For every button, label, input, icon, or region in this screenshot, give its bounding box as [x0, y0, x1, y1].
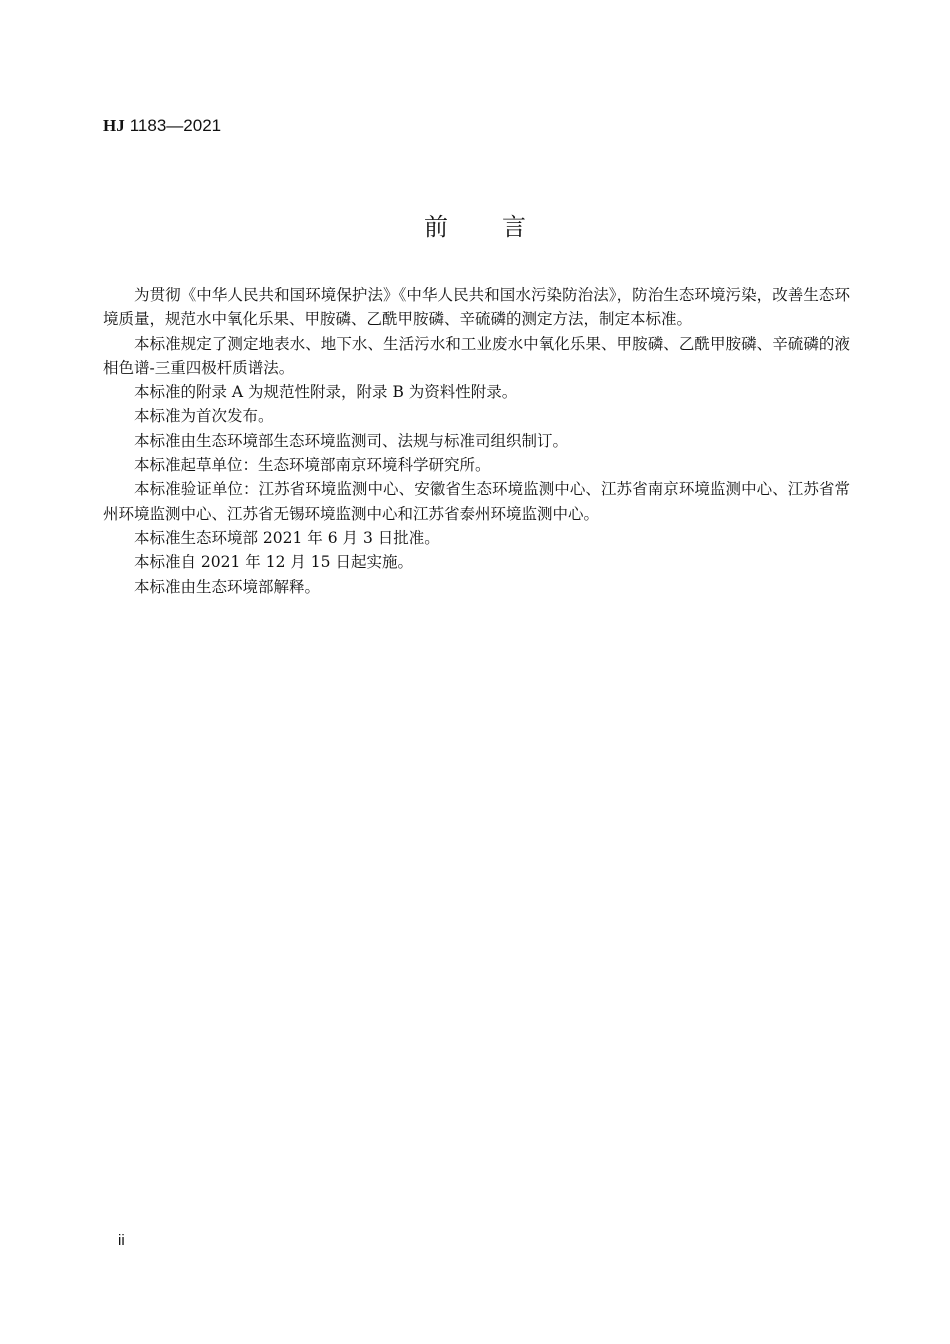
standard-header [103, 116, 221, 136]
standard-prefix: HJ [103, 116, 125, 135]
paragraph: 本标准由生态环境部生态环境监测司、法规与标准司组织制订。 [134, 431, 569, 450]
paragraph: 本标准自 2021 年 12 月 15 日起实施。 [134, 553, 413, 572]
page-title [0, 207, 950, 242]
page-number: ii [118, 1232, 125, 1249]
paragraph: 本标准生态环境部 2021 年 6 月 3 日批准。 [134, 528, 440, 547]
paragraph: 本标准验证单位：江苏省环境监测中心、安徽省生态环境监测中心、江苏省南京环境监测中心、江苏省常州环境监测中心、江苏省无锡环境监测中心和江苏省泰州环境监测中心。 [103, 480, 850, 523]
paragraph: 为贯彻《中华人民共和国环境保护法》《中华人民共和国水污染防治法》，防治生态环境污染，改善生态环境质量，规范水中氧化乐果、甲胺磷、乙酰甲胺磷、辛硫磷的测定方法，制定本标准。 [103, 286, 850, 329]
paragraph: 本标准为首次发布。 [134, 407, 274, 426]
standard-number: 1183—2021 [129, 116, 222, 135]
title-char-1: 前 [424, 213, 448, 241]
paragraph: 本标准规定了测定地表水、地下水、生活污水和工业废水中氧化乐果、甲胺磷、乙酰甲胺磷、辛硫磷的液相色谱-三重四极杆质谱法。 [103, 334, 850, 377]
paragraph: 本标准起草单位：生态环境部南京环境科学研究所。 [134, 456, 491, 475]
preface-body [103, 283, 850, 599]
paragraph: 本标准由生态环境部解释。 [134, 577, 321, 596]
paragraph: 本标准的附录 A 为规范性附录，附录 B 为资料性附录。 [134, 383, 518, 402]
title-char-2: 言 [502, 213, 526, 241]
